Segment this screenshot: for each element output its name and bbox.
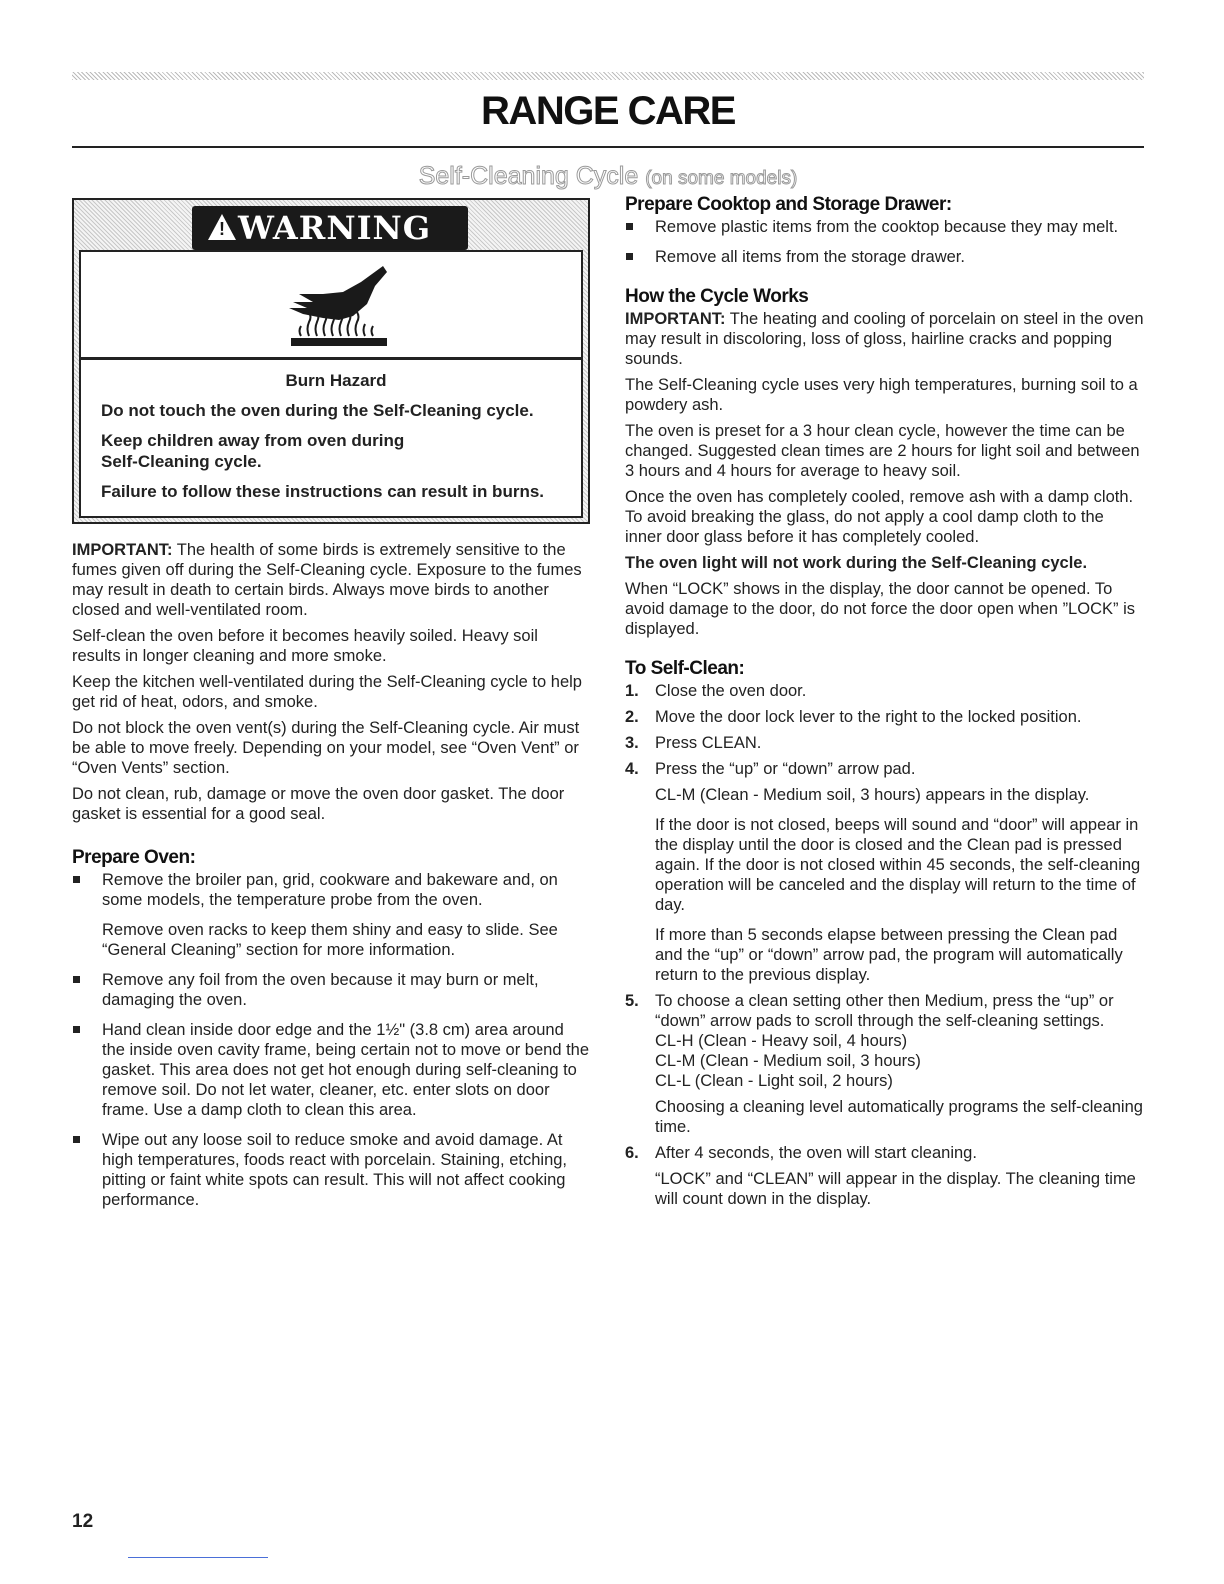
oven-light-note: The oven light will not work during the Self-Cleaning cycle. — [625, 554, 1088, 572]
page-title: RANGE CARE — [481, 89, 735, 133]
bullet-square-icon — [73, 876, 80, 883]
step-item — [625, 681, 1145, 701]
step-item — [625, 707, 1145, 727]
important-text: The heating and cooling of porcelain on steel in the oven may result in discoloring, loss of gloss, hairline cracks and popping sounds. — [625, 310, 1144, 368]
list-item-text: Hand clean inside door edge and the 1½" (3.8 cm) area around the inside oven cavity frame, being certain not to move or bend the gasket. This area does not get hot enough during self-cleaning to remove soil. Do not let water, cleaner, etc. enter slots on door frame. Use a damp cloth to clean this area. — [102, 1021, 590, 1119]
step-text: Close the oven door. — [655, 682, 807, 700]
hot-surface-hand-icon — [283, 264, 393, 348]
section-title-main: Self-Cleaning Cycle — [418, 162, 639, 190]
important-label: IMPORTANT: — [72, 541, 173, 559]
bullet-square-icon — [73, 1136, 80, 1143]
step-number: 6. — [625, 1144, 639, 1162]
step-text: Move the door lock lever to the right to the locked position. — [655, 708, 1082, 726]
step-note: “LOCK” and “CLEAN” will appear in the display. The cleaning time will count down in the display. — [655, 1170, 1136, 1208]
step-item — [625, 1143, 1145, 1209]
step-number: 5. — [625, 992, 639, 1010]
prepare-oven-heading: Prepare Oven: — [72, 847, 196, 868]
step-number: 3. — [625, 734, 639, 752]
step-item — [625, 759, 1145, 985]
section-title-qualifier: (on some models) — [645, 168, 798, 189]
prepare-cooktop-list — [625, 217, 1145, 267]
paragraph: Once the oven has completely cooled, remove ash with a damp cloth. To avoid breaking the glass, do not apply a cool damp cloth to the inner door glass before it has completely cooled. — [625, 488, 1134, 546]
step-text: Press the “up” or “down” arrow pad. — [655, 760, 916, 778]
bullet-square-icon — [626, 253, 633, 260]
step-note: CL-M (Clean - Medium soil, 3 hours) appears in the display. — [655, 786, 1090, 804]
warning-label: WARNING — [238, 209, 432, 247]
step-text: To choose a clean setting other then Medium, press the “up” or “down” arrow pads to scroll through the self-cleaning settings. — [655, 992, 1114, 1030]
step-note: If more than 5 seconds elapse between pressing the Clean pad and the “up” or “down” arrow pad, the program will automatically return to the previous display. — [655, 926, 1123, 984]
list-item-text: Remove any foil from the oven because it may burn or melt, damaging the oven. — [102, 971, 539, 1009]
step-text: After 4 seconds, the oven will start cleaning. — [655, 1144, 977, 1162]
warning-icon-area — [81, 252, 581, 360]
to-self-clean-heading: To Self-Clean: — [625, 658, 745, 679]
list-item — [72, 1130, 590, 1210]
step-text: Press CLEAN. — [655, 734, 762, 752]
warning-line: Keep children away from oven during — [101, 431, 405, 450]
paragraph: Do not block the oven vent(s) during the Self-Cleaning cycle. Air must be able to move freely. Depending on your model, see “Oven Vent” or “Oven Vents” section. — [72, 719, 580, 777]
prepare-cooktop-heading: Prepare Cooktop and Storage Drawer: — [625, 194, 952, 215]
important-note-birds — [72, 540, 590, 620]
step-note: Choosing a cleaning level automatically programs the self-cleaning time. — [655, 1098, 1143, 1136]
title-divider — [72, 146, 1144, 148]
warning-line: Failure to follow these instructions can result in burns. — [101, 482, 545, 501]
self-clean-steps — [625, 681, 1145, 1209]
list-item — [72, 970, 590, 1010]
important-label: IMPORTANT: — [625, 310, 726, 328]
list-item — [625, 217, 1145, 237]
clean-level-light: CL-L (Clean - Light soil, 2 hours) — [655, 1072, 893, 1090]
warning-label-badge — [192, 206, 468, 250]
list-item-text: Wipe out any loose soil to reduce smoke and avoid damage. At high temperatures, foods react with porcelain. Staining, etching, pitting or faint white spots can result. This will not affect cooking performance. — [102, 1131, 568, 1209]
page-number: 12 — [72, 1511, 94, 1532]
important-note-porcelain — [625, 309, 1145, 369]
warning-line: Do not touch the oven during the Self-Cleaning cycle. — [101, 401, 534, 420]
warning-content — [79, 250, 583, 518]
list-item-text: Remove all items from the storage drawer. — [655, 248, 965, 266]
bullet-square-icon — [626, 223, 633, 230]
paragraph: The oven is preset for a 3 hour clean cycle, however the time can be changed. Suggested clean times are 2 hours for light soil and between 3 hours and 4 hours for average to heavy soil. — [625, 422, 1140, 480]
warning-line: Self-Cleaning cycle. — [101, 452, 262, 471]
list-item-text: Remove the broiler pan, grid, cookware and bakeware and, on some models, the temperature probe from the oven. — [102, 871, 558, 909]
warning-triangle-icon — [208, 214, 236, 240]
step-note: If the door is not closed, beeps will sound and “door” will appear in the display until the door is closed and the Clean pad is pressed again. If the door is not closed within 45 seconds, the self-cleaning operation will be canceled and the display will return to the time of day. — [655, 816, 1141, 914]
list-item — [72, 1020, 590, 1120]
paragraph: Do not clean, rub, damage or move the oven door gasket. The door gasket is essential for a good seal. — [72, 785, 565, 823]
footer-line — [128, 1557, 268, 1558]
bullet-square-icon — [73, 976, 80, 983]
warning-hazard-title: Burn Hazard — [285, 371, 387, 390]
step-number: 1. — [625, 682, 639, 700]
paragraph: When “LOCK” shows in the display, the door cannot be opened. To avoid damage to the door, do not force the door open when ”LOCK” is displayed. — [625, 580, 1135, 638]
warning-header — [74, 200, 588, 250]
paragraph: Self-clean the oven before it becomes heavily soiled. Heavy soil results in longer cleaning and more smoke. — [72, 627, 538, 665]
clean-level-heavy: CL-H (Clean - Heavy soil, 4 hours) — [655, 1032, 908, 1050]
step-number: 2. — [625, 708, 639, 726]
top-decorative-rule — [72, 72, 1144, 80]
paragraph: Keep the kitchen well-ventilated during the Self-Cleaning cycle to help get rid of heat, odors, and smoke. — [72, 673, 582, 711]
clean-level-medium: CL-M (Clean - Medium soil, 3 hours) — [655, 1052, 921, 1070]
list-item — [72, 870, 590, 960]
step-number: 4. — [625, 760, 639, 778]
bullet-square-icon — [73, 1026, 80, 1033]
left-column — [72, 540, 590, 1220]
step-item — [625, 991, 1145, 1137]
list-item-note: Remove oven racks to keep them shiny and easy to slide. See “General Cleaning” section for more information. — [102, 921, 558, 959]
section-title — [72, 160, 1144, 195]
prepare-oven-list — [72, 870, 590, 1210]
warning-box — [72, 198, 590, 524]
important-text: The health of some birds is extremely sensitive to the fumes given off during the Self-Cleaning cycle. Exposure to the fumes may result in death to certain birds. Always move birds to another closed and well-ventilated room. — [72, 541, 582, 619]
right-column — [625, 193, 1145, 1215]
list-item-text: Remove plastic items from the cooktop because they may melt. — [655, 218, 1119, 236]
how-cycle-works-heading: How the Cycle Works — [625, 286, 809, 307]
step-item — [625, 733, 1145, 753]
list-item — [625, 247, 1145, 267]
paragraph: The Self-Cleaning cycle uses very high temperatures, burning soil to a powdery ash. — [625, 376, 1138, 414]
